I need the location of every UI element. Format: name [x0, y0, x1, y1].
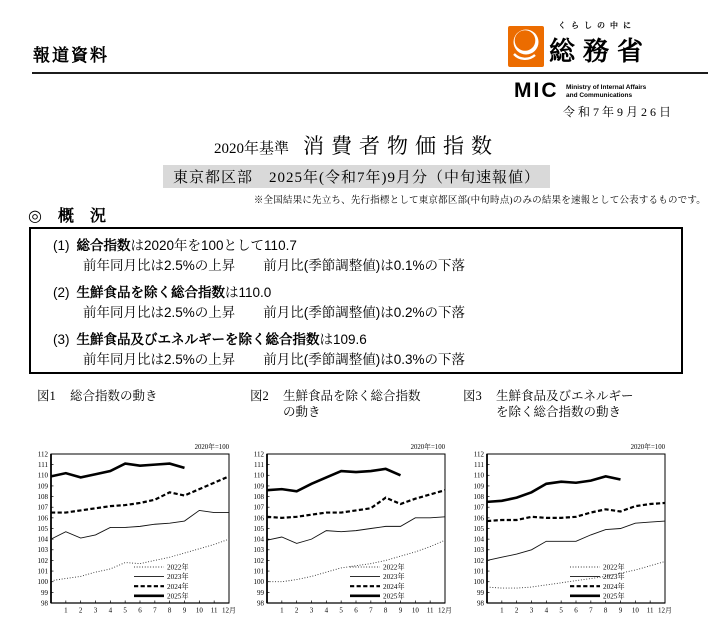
x-tick-label: 4: [108, 606, 113, 615]
y-tick-label: 104: [37, 535, 48, 544]
y-tick-label: 102: [473, 556, 484, 565]
y-tick-label: 105: [253, 524, 264, 533]
y-tick-label: 106: [253, 514, 264, 523]
x-tick-label: 2: [78, 606, 83, 615]
x-tick-label: 12月: [658, 606, 672, 615]
y-tick-label: 102: [37, 556, 48, 565]
y-tick-label: 110: [473, 471, 484, 480]
base-year-note: 2020年=100: [410, 444, 445, 451]
yoy-change: 前年同月比は2.5%の上昇: [83, 305, 236, 320]
x-tick-label: 6: [354, 606, 358, 615]
y-tick-label: 111: [254, 461, 264, 470]
y-tick-label: 103: [473, 546, 484, 555]
legend-label-2025年: 2025年: [603, 592, 625, 601]
y-tick-label: 109: [253, 482, 264, 491]
series-line-2025年: [51, 464, 185, 478]
agency-tagline: くらしの中に: [558, 21, 636, 30]
x-tick-label: 9: [398, 606, 403, 615]
figure1-title: 総合指数の動き: [70, 389, 158, 403]
figure2-title-line2: の動き: [283, 405, 321, 419]
overview-heading: ◎ 概 況: [28, 208, 106, 225]
x-tick-label: 1: [280, 606, 284, 615]
release-date: 令和7年9月26日: [562, 105, 674, 119]
x-tick-label: 5: [339, 606, 343, 615]
base-year-note: 2020年=100: [194, 444, 229, 451]
header-divider: [32, 72, 708, 74]
x-tick-label: 6: [138, 606, 142, 615]
agency-abbr: MIC: [514, 79, 559, 102]
item-number: (1): [53, 238, 70, 253]
y-tick-label: 99: [41, 588, 48, 597]
y-tick-label: 100: [253, 578, 264, 587]
y-tick-label: 107: [253, 503, 264, 512]
x-tick-label: 7: [369, 606, 373, 615]
y-tick-label: 106: [37, 514, 48, 523]
overview-item-1-line1: [53, 236, 681, 256]
x-tick-label: 7: [589, 606, 593, 615]
figure2-title: 生鮮食品を除く総合指数: [283, 389, 421, 403]
overview-item-3-line2: [53, 350, 681, 370]
overview-item-2-line1: [53, 283, 681, 303]
figure2-chart: [234, 440, 452, 627]
overview-item-3-line1: [53, 330, 681, 350]
y-tick-label: 101: [473, 567, 484, 576]
y-tick-label: 110: [253, 471, 264, 480]
legend-label-2023年: 2023年: [603, 573, 625, 582]
y-tick-label: 109: [37, 482, 48, 491]
x-tick-label: 9: [182, 606, 187, 615]
index-name: 生鮮食品を除く総合指数: [76, 285, 225, 300]
y-tick-label: 100: [473, 578, 484, 587]
y-tick-label: 107: [37, 503, 48, 512]
x-tick-label: 1: [500, 606, 504, 615]
y-tick-label: 103: [253, 546, 264, 555]
figure1-line-chart: [18, 440, 236, 627]
x-tick-label: 4: [324, 606, 329, 615]
agency-en-line1: Ministry of Internal Affairs: [566, 84, 647, 91]
x-tick-label: 5: [559, 606, 563, 615]
y-tick-label: 108: [473, 492, 484, 501]
series-line-2023年: [51, 510, 229, 539]
doc-type-label: 報道資料: [33, 46, 109, 65]
x-tick-label: 2: [514, 606, 519, 615]
y-tick-label: 98: [477, 599, 484, 608]
x-tick-label: 10: [411, 606, 419, 615]
x-tick-label: 12月: [222, 606, 236, 615]
figure1-chart: [18, 440, 236, 627]
x-tick-label: 10: [195, 606, 203, 615]
x-tick-label: 10: [631, 606, 639, 615]
legend-label-2025年: 2025年: [167, 592, 189, 601]
x-tick-label: 7: [153, 606, 157, 615]
y-tick-label: 98: [257, 599, 264, 608]
y-tick-label: 103: [37, 546, 48, 555]
agency-en-line2: and Communications: [566, 92, 633, 99]
legend-label-2024年: 2024年: [603, 582, 625, 591]
subtitle-highlight: 東京都区部 2025年(令和7年)9月分（中旬速報値）: [163, 165, 550, 188]
y-tick-label: 107: [473, 503, 484, 512]
x-tick-label: 4: [544, 606, 549, 615]
legend-label-2024年: 2024年: [383, 582, 405, 591]
y-tick-label: 108: [37, 492, 48, 501]
series-line-2024年: [51, 476, 229, 512]
agency-english-name: [566, 84, 646, 100]
x-tick-label: 3: [309, 606, 314, 615]
figure1-caption: [37, 388, 158, 404]
title-basis: 2020年基準: [213, 141, 289, 157]
y-tick-label: 112: [253, 450, 264, 459]
x-tick-label: 11: [646, 606, 654, 615]
series-line-2022年: [267, 540, 445, 582]
index-name: 総合指数: [76, 238, 131, 253]
series-line-2024年: [487, 503, 665, 521]
x-tick-label: 8: [383, 606, 388, 615]
series-line-2025年: [487, 476, 621, 502]
plot-frame: [267, 454, 445, 603]
y-tick-label: 111: [38, 461, 48, 470]
y-tick-label: 99: [477, 588, 484, 597]
figure1-label: 図1: [37, 389, 56, 403]
x-tick-label: 8: [603, 606, 608, 615]
overview-item-2-line2: [53, 303, 681, 323]
mic-logo-icon: [508, 26, 544, 67]
overview-item-1-line2: [53, 256, 681, 276]
y-tick-label: 100: [37, 578, 48, 587]
figure3-caption: [463, 388, 634, 420]
y-tick-label: 112: [37, 450, 48, 459]
x-tick-label: 1: [64, 606, 68, 615]
mom-change: 前月比(季節調整値)は0.2%の下落: [263, 305, 466, 320]
x-tick-label: 9: [618, 606, 623, 615]
yoy-change: 前年同月比は2.5%の上昇: [83, 258, 236, 273]
legend-label-2022年: 2022年: [383, 563, 405, 572]
overview-item-3: [53, 330, 681, 370]
figure2-label: 図2: [250, 389, 269, 403]
legend-label-2023年: 2023年: [383, 573, 405, 582]
x-tick-label: 8: [167, 606, 172, 615]
series-line-2023年: [487, 521, 665, 560]
y-tick-label: 112: [473, 450, 484, 459]
yoy-change: 前年同月比は2.5%の上昇: [83, 352, 236, 367]
mom-change: 前月比(季節調整値)は0.3%の下落: [263, 352, 466, 367]
x-tick-label: 2: [294, 606, 299, 615]
y-tick-label: 102: [253, 556, 264, 565]
y-tick-label: 105: [37, 524, 48, 533]
figure3-title: 生鮮食品及びエネルギー: [496, 389, 634, 403]
figure3-label: 図3: [463, 389, 482, 403]
y-tick-label: 98: [41, 599, 48, 608]
legend-label-2024年: 2024年: [167, 582, 189, 591]
figure3-title-line2: を除く総合指数の動き: [496, 405, 622, 419]
x-tick-label: 3: [93, 606, 98, 615]
base-year-note: 2020年=100: [630, 444, 665, 451]
series-line-2023年: [267, 517, 445, 544]
x-tick-label: 11: [426, 606, 434, 615]
index-name: 生鮮食品及びエネルギーを除く総合指数: [76, 332, 320, 347]
index-value-text: は2020年を100として110.7: [130, 238, 297, 253]
preliminary-note: ※全国結果に先立ち、先行指標として東京都区部(中旬時点)のみの結果を速報として公表するものです。: [253, 196, 706, 206]
y-tick-label: 106: [473, 514, 484, 523]
y-tick-label: 109: [473, 482, 484, 491]
series-line-2025年: [267, 469, 401, 491]
x-tick-label: 12月: [438, 606, 452, 615]
subtitle-row: [0, 165, 713, 188]
y-tick-label: 110: [37, 471, 48, 480]
y-tick-label: 99: [257, 588, 264, 597]
overview-item-1: [53, 236, 681, 276]
overview-box: [29, 227, 683, 374]
y-tick-label: 104: [253, 535, 264, 544]
figure2-line-chart: [234, 440, 452, 627]
y-tick-label: 108: [253, 492, 264, 501]
legend-label-2025年: 2025年: [383, 592, 405, 601]
series-line-2024年: [267, 490, 445, 518]
legend-label-2022年: 2022年: [603, 563, 625, 572]
x-tick-label: 6: [574, 606, 578, 615]
index-value-text: は109.6: [319, 332, 367, 347]
figure3-line-chart: [454, 440, 672, 627]
y-tick-label: 101: [253, 567, 264, 576]
page-title: 消費者物価指数: [303, 134, 499, 158]
mom-change: 前月比(季節調整値)は0.1%の下落: [263, 258, 466, 273]
item-number: (2): [53, 285, 70, 300]
y-tick-label: 101: [37, 567, 48, 576]
index-value-text: は110.0: [225, 285, 272, 300]
y-tick-label: 105: [473, 524, 484, 533]
x-tick-label: 5: [123, 606, 127, 615]
agency-name: 総務省: [549, 37, 652, 66]
figure2-caption: [250, 388, 421, 420]
figure3-chart: [454, 440, 672, 627]
series-line-2022年: [487, 561, 665, 588]
overview-item-2: [53, 283, 681, 323]
legend-label-2022年: 2022年: [167, 563, 189, 572]
y-tick-label: 111: [474, 461, 484, 470]
y-tick-label: 104: [473, 535, 484, 544]
item-number: (3): [53, 332, 70, 347]
legend-label-2023年: 2023年: [167, 573, 189, 582]
x-tick-label: 3: [529, 606, 534, 615]
document-title: [0, 130, 713, 160]
x-tick-label: 11: [210, 606, 218, 615]
series-line-2022年: [51, 539, 229, 581]
